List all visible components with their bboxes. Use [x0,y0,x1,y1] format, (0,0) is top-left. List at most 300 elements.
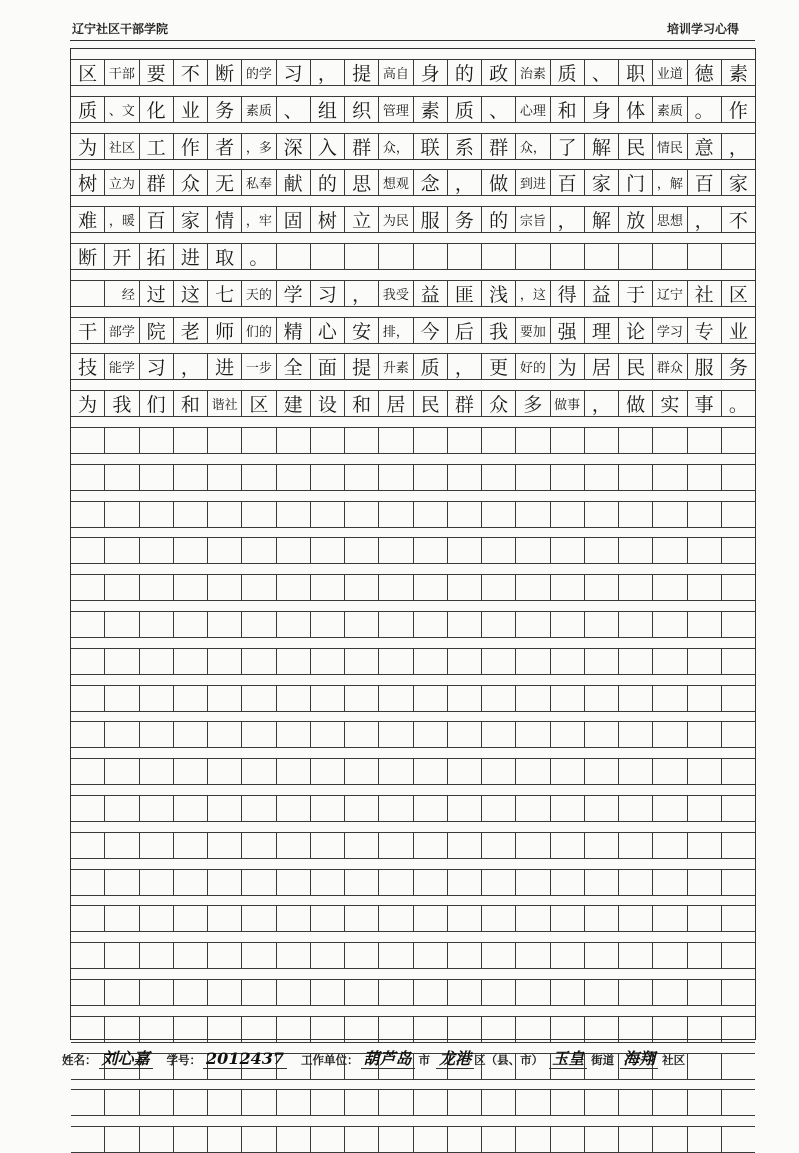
grid-cell [378,870,412,895]
grid-cell: 管理 [378,97,412,122]
grid-cell [276,759,310,784]
grid-cell [584,870,618,895]
grid-cell [584,244,618,269]
grid-cell [687,502,721,527]
grid-cell: 务 [207,97,241,122]
grid-cell [618,244,652,269]
grid-cell [481,980,515,1005]
grid-cell [618,1090,652,1115]
grid-cell [618,686,652,711]
grid-cell [481,943,515,968]
grid-cell [241,686,275,711]
grid-cell: 心理 [515,97,549,122]
grid-cell: 设 [310,391,344,416]
grid-cell: 体 [618,97,652,122]
grid-cell: 进 [207,354,241,379]
grid-cell [207,906,241,931]
grid-cell [310,465,344,490]
grid-cell: 解 [584,207,618,232]
grid-cell [71,980,104,1005]
grid-cell [378,906,412,931]
grid-cell [207,612,241,637]
grid-cell [447,575,481,600]
grid-cell [481,1090,515,1115]
grid-cell: 、文 [104,97,138,122]
grid-cell [652,722,686,747]
grid-cell [378,1090,412,1115]
grid-cell [344,722,378,747]
grid-cell [378,833,412,858]
grid-cell [173,575,207,600]
grid-cell: 化 [139,97,173,122]
grid-cell [447,538,481,563]
grid-cell [344,906,378,931]
grid-cell [721,980,755,1005]
grid-cell [139,649,173,674]
grid-cell: 政 [481,60,515,85]
grid-cell [721,796,755,821]
grid-cell: 区 [241,391,275,416]
grid-cell [413,1017,447,1042]
grid-cell [241,465,275,490]
grid-cell [618,428,652,453]
grid-cell: 开 [104,244,138,269]
name-value: 刘心嘉 [99,1049,153,1069]
grid-cell: 作 [721,97,755,122]
grid-cell [71,612,104,637]
grid-row [71,1016,755,1043]
grid-cell: ， [584,391,618,416]
grid-cell [652,575,686,600]
grid-cell [173,1090,207,1115]
grid-cell [207,686,241,711]
grid-cell [344,1090,378,1115]
grid-cell: 安 [344,318,378,343]
grid-cell [721,686,755,711]
grid-cell: 质 [78,99,98,122]
grid-cell [515,980,549,1005]
grid-cell [550,465,584,490]
grid-cell [515,943,549,968]
grid-cell [276,870,310,895]
grid-cell [550,870,584,895]
grid-row [71,942,755,969]
grid-cell [276,906,310,931]
community-suffix: 社区 [662,1053,686,1067]
grid-cell: 家 [173,207,207,232]
grid-cell [515,833,549,858]
grid-cell [618,502,652,527]
grid-cell [481,759,515,784]
grid-cell: 业道 [652,60,686,85]
grid-cell [276,428,310,453]
grid-cell [721,649,755,674]
grid-cell: 家 [584,170,618,195]
grid-cell: 辽宁 [652,281,686,306]
grid-cell: 了 [550,134,584,159]
grid-cell: 要 [139,60,173,85]
grid-cell [413,833,447,858]
grid-row [71,96,755,123]
grid-cell [550,502,584,527]
grid-cell: ， [687,207,721,232]
grid-cell: 工 [139,134,173,159]
grid-cell [618,649,652,674]
grid-cell [447,612,481,637]
grid-cell [310,980,344,1005]
grid-cell: 树 [78,173,98,196]
grid-cell [618,1017,652,1042]
community-value: 海翔 [620,1049,658,1069]
grid-cell [104,796,138,821]
grid-cell [550,244,584,269]
street-value: 玉皇 [549,1049,587,1069]
city-suffix: 市 [418,1053,431,1067]
grid-cell [276,980,310,1005]
grid-cell: 提 [344,60,378,85]
grid-cell [721,428,755,453]
grid-cell [173,649,207,674]
grid-cell: 到进 [515,170,549,195]
grid-cell [447,465,481,490]
grid-cell [378,1017,412,1042]
grid-cell [276,538,310,563]
grid-cell [447,833,481,858]
grid-cell [721,575,755,600]
grid-cell [584,538,618,563]
grid-cell: 民 [618,354,652,379]
grid-cell: 习 [139,354,173,379]
grid-cell [652,538,686,563]
grid-row [71,721,755,748]
grid-cell [447,759,481,784]
grid-cell: ， [447,170,481,195]
grid-cell: 私奉 [241,170,275,195]
student-id-label: 学号： [166,1053,202,1067]
grid-cell [721,1090,755,1115]
grid-cell: 提 [344,354,378,379]
grid-cell: 做 [618,391,652,416]
grid-cell: 一步 [241,354,275,379]
grid-cell [104,649,138,674]
grid-cell: 素质 [652,97,686,122]
grid-cell [515,686,549,711]
grid-cell [344,649,378,674]
grid-cell [207,833,241,858]
grid-cell [344,428,378,453]
grid-cell [550,686,584,711]
grid-cell [584,1090,618,1115]
grid-cell [378,428,412,453]
grid-cell [104,428,138,453]
grid-cell [584,833,618,858]
grid-cell: 老 [173,318,207,343]
grid-cell [173,612,207,637]
grid-cell [687,612,721,637]
grid-cell [618,943,652,968]
grid-cell [584,722,618,747]
grid-cell [618,759,652,784]
grid-cell [515,502,549,527]
grid-cell [413,1090,447,1115]
grid-cell [652,1017,686,1042]
grid-cell: 升素 [378,354,412,379]
grid-cell: 立 [344,207,378,232]
grid-cell: 众 [481,391,515,416]
grid-cell: 全 [276,354,310,379]
grid-cell: 面 [310,354,344,379]
grid-cell: 民 [413,391,447,416]
grid-cell: 献 [276,170,310,195]
grid-cell: 好的 [515,354,549,379]
grid-cell: 群众 [652,354,686,379]
grid-cell [447,943,481,968]
grid-cell: 固 [276,207,310,232]
grid-cell: 为 [78,394,98,417]
grid-cell [584,649,618,674]
grid-cell [687,686,721,711]
grid-row [71,353,755,380]
grid-cell: 服 [687,354,721,379]
grid-cell [310,649,344,674]
grid-cell [207,722,241,747]
grid-cell: 实 [652,391,686,416]
grid-cell: 质 [413,354,447,379]
grid-cell: 群 [481,134,515,159]
grid-cell [584,575,618,600]
grid-cell [378,759,412,784]
grid-cell [481,870,515,895]
grid-cell: 情 [207,207,241,232]
grid-cell [207,759,241,784]
grid-cell [139,796,173,821]
grid-cell: 、 [584,60,618,85]
grid-cell [276,1090,310,1115]
grid-cell [71,833,104,858]
grid-cell [241,796,275,821]
grid-cell [71,649,104,674]
grid-cell [413,244,447,269]
grid-cell [687,649,721,674]
grid-cell [310,833,344,858]
grid-cell [652,870,686,895]
grid-cell: 能学 [104,354,138,379]
grid-cell [207,1017,241,1042]
grid-cell: 放 [618,207,652,232]
grid-cell [71,796,104,821]
grid-cell [515,538,549,563]
grid-row [71,133,755,160]
grid-cell [173,428,207,453]
grid-cell: 的 [447,60,481,85]
student-id-value: 2012437 [203,1049,287,1069]
grid-cell [71,1090,104,1115]
grid-cell [550,612,584,637]
grid-cell [139,1017,173,1042]
grid-cell [173,870,207,895]
grid-cell: ， [550,207,584,232]
grid-cell [104,612,138,637]
grid-cell: 为 [78,136,98,159]
grid-cell: 不 [721,207,755,232]
grid-cell [241,428,275,453]
grid-cell [618,612,652,637]
grid-cell: 理 [584,318,618,343]
grid-cell: 干 [78,320,98,343]
grid-cell [207,575,241,600]
street-suffix: 街道 [591,1053,615,1067]
grid-cell: 专 [687,318,721,343]
grid-cell [481,649,515,674]
grid-row [71,206,755,233]
grid-cell: 素 [413,97,447,122]
grid-cell [687,428,721,453]
grid-cell [515,244,549,269]
grid-cell [310,686,344,711]
grid-cell [276,686,310,711]
grid-cell [413,870,447,895]
grid-cell: 职 [618,60,652,85]
grid-cell: 社区 [104,134,138,159]
grid-cell [241,1090,275,1115]
grid-row [71,464,755,491]
grid-cell [139,759,173,784]
grid-cell [104,1090,138,1115]
grid-cell [618,870,652,895]
grid-cell [173,796,207,821]
name-label: 姓名： [62,1053,97,1067]
grid-cell [310,1017,344,1042]
grid-row [71,1126,755,1153]
grid-cell: 业 [173,97,207,122]
grid-cell [652,833,686,858]
grid-cell [721,833,755,858]
grid-cell [721,722,755,747]
grid-cell: 区 [78,63,98,85]
grid-cell [344,759,378,784]
grid-row [71,574,755,601]
grid-cell [550,428,584,453]
grid-row [71,869,755,896]
grid-cell [515,575,549,600]
grid-cell: 。 [687,97,721,122]
grid-row [71,317,755,344]
grid-cell: 百 [550,170,584,195]
grid-cell [447,1090,481,1115]
grid-cell [310,575,344,600]
grid-cell [515,796,549,821]
grid-cell [104,759,138,784]
grid-cell [378,465,412,490]
grid-cell [413,722,447,747]
grid-cell [104,1017,138,1042]
grid-cell [139,870,173,895]
grid-row [71,537,755,564]
grid-cell: 立为 [104,170,138,195]
grid-cell: 。 [721,391,755,416]
grid-cell: 众， [515,134,549,159]
grid-cell [310,1090,344,1115]
grid-cell: 民 [618,134,652,159]
grid-cell [618,980,652,1005]
grid-cell: 断 [78,247,98,269]
grid-cell: 难 [78,210,98,233]
grid-cell: 部学 [104,318,138,343]
grid-cell [378,686,412,711]
grid-cell [413,465,447,490]
grid-cell: 这 [173,281,207,306]
grid-cell: 精 [276,318,310,343]
grid-cell [413,796,447,821]
grid-cell: 院 [139,318,173,343]
grid-cell: ，暖 [104,207,138,232]
grid-cell [618,833,652,858]
grid-cell [104,980,138,1005]
grid-row [71,611,755,638]
grid-cell: 取 [207,244,241,269]
grid-cell [207,649,241,674]
grid-cell [584,759,618,784]
grid-cell [104,906,138,931]
grid-cell: 要加 [515,318,549,343]
grid-cell [687,796,721,821]
grid-cell [550,833,584,858]
grid-cell [173,906,207,931]
grid-cell: 为民 [378,207,412,232]
grid-cell [687,538,721,563]
grid-cell [276,244,310,269]
grid-cell: 和 [344,391,378,416]
grid-cell [344,796,378,821]
grid-cell [173,833,207,858]
grid-cell [550,575,584,600]
grid-cell [71,870,104,895]
grid-cell: 益 [413,281,447,306]
grid-row [71,169,755,196]
grid-cell: 居 [584,354,618,379]
grid-cell [721,244,755,269]
grid-cell [310,943,344,968]
grid-cell: 群 [447,391,481,416]
grid-cell [310,796,344,821]
grid-cell [276,465,310,490]
grid-cell [276,722,310,747]
grid-cell [276,1017,310,1042]
grid-cell: 做事 [550,391,584,416]
grid-cell [652,244,686,269]
grid-cell: 意 [687,134,721,159]
grid-cell [515,1017,549,1042]
grid-cell: 过 [139,281,173,306]
grid-cell: 匪 [447,281,481,306]
grid-cell [447,428,481,453]
grid-cell [652,612,686,637]
grid-cell: 情民 [652,134,686,159]
header-divider [70,40,755,41]
grid-cell: 系 [447,134,481,159]
grid-cell: 天的 [241,281,275,306]
grid-cell [173,502,207,527]
grid-cell [618,465,652,490]
grid-cell: ，解 [652,170,686,195]
grid-cell [378,244,412,269]
grid-cell [550,722,584,747]
grid-row [71,1089,755,1116]
grid-cell [687,833,721,858]
grid-cell [139,465,173,490]
grid-cell [207,980,241,1005]
grid-cell [652,502,686,527]
